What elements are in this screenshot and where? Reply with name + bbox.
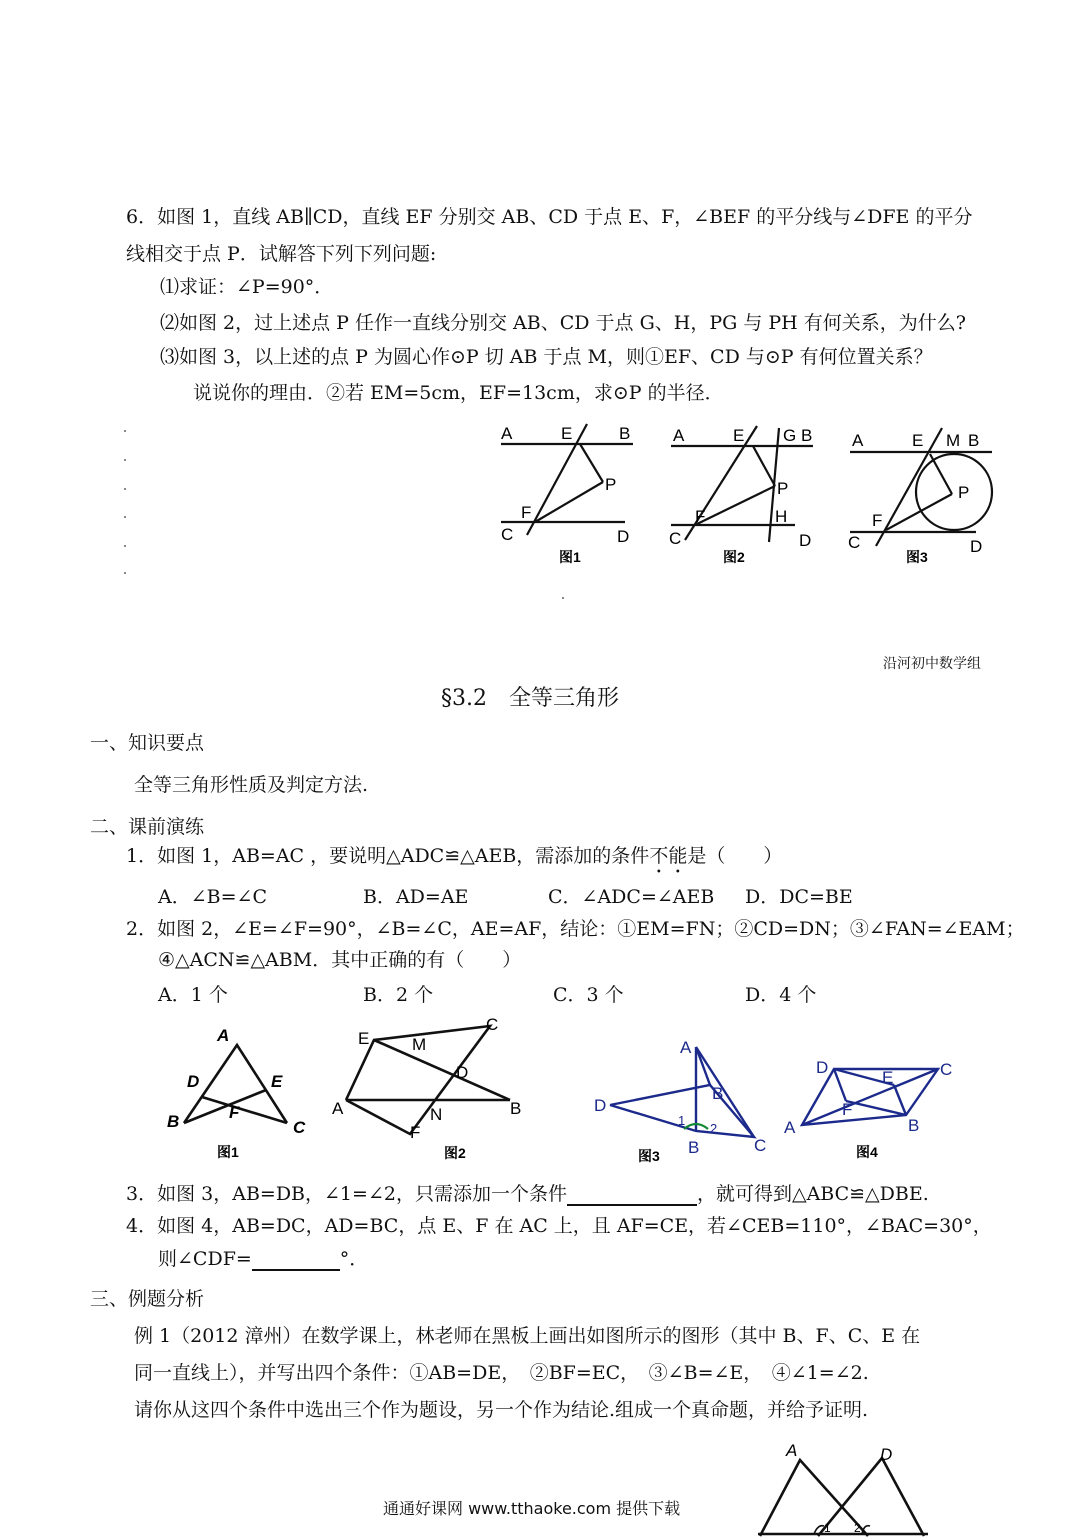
fig-label: H bbox=[775, 507, 788, 526]
fig-label: N bbox=[430, 1105, 443, 1124]
q6-part2: ⑵如图 2，过上述点 P 任作一直线分别交 AB、CD 于点 G、H，PG 与 PH 有何关系，为什么? bbox=[160, 312, 966, 334]
q2-stem-line2: ④△ACN≌△ABM．其中正确的有（ ） bbox=[158, 949, 522, 971]
q6-figure-2 bbox=[667, 422, 817, 572]
scan-dot bbox=[124, 516, 126, 518]
q3-stem-post: ，就可得到△ABC≌△DBE. bbox=[696, 1183, 929, 1205]
fig-label: C bbox=[848, 533, 861, 552]
figure-caption: 图2 bbox=[444, 1145, 466, 1161]
fig-label: E bbox=[358, 1029, 370, 1048]
q1-option-c[interactable]: C．∠ADC=∠AEB bbox=[548, 886, 715, 908]
q4-answer-blank[interactable] bbox=[252, 1249, 340, 1271]
fig-label: A bbox=[852, 431, 864, 450]
fig-label: A bbox=[786, 1441, 798, 1460]
fig-label: A bbox=[217, 1026, 230, 1045]
fig-label: D bbox=[880, 1445, 893, 1464]
footer-group-name: 沿河初中数学组 bbox=[883, 656, 981, 672]
example1-line2: 同一直线上），并写出四个条件：①AB=DE， ②BF=EC， ③∠B=∠E， ④∠1=∠2. bbox=[134, 1362, 869, 1384]
fig-label: G bbox=[783, 426, 797, 445]
fig-label: P bbox=[605, 475, 617, 494]
q6-stem-line1: 6．如图 1，直线 AB∥CD，直线 EF 分别交 AB、CD 于点 E、F，∠BEF 的平分线与∠DFE 的平分 bbox=[126, 206, 973, 228]
fig-label: A bbox=[332, 1099, 344, 1118]
q1-stem-post: 是（ ） bbox=[687, 845, 783, 867]
practice-figure-3 bbox=[592, 1033, 782, 1168]
fig-label: A bbox=[673, 426, 685, 445]
fig-label: E bbox=[912, 431, 924, 450]
figure-caption: 图3 bbox=[906, 549, 928, 565]
practice-figure-4 bbox=[782, 1055, 967, 1165]
fig-label: F bbox=[410, 1123, 421, 1142]
fig-label: E bbox=[882, 1068, 894, 1087]
q2-option-b[interactable]: B．2 个 bbox=[363, 984, 434, 1006]
figure-caption: 图1 bbox=[559, 549, 581, 565]
q6-figure-3 bbox=[846, 422, 996, 572]
example1-line1: 例 1（2012 漳州）在数学课上，林老师在黑板上画出如图所示的图形（其中 B、F、C、E 在 bbox=[134, 1325, 921, 1347]
q2-option-a[interactable]: A．1 个 bbox=[158, 984, 228, 1006]
fig-label: D bbox=[456, 1063, 469, 1082]
example1-line3: 请你从这四个条件中选出三个作为题设，另一个作为结论.组成一个真命题，并给予证明. bbox=[134, 1399, 869, 1421]
fig-label: B bbox=[712, 1084, 724, 1103]
fig-label: C bbox=[486, 1015, 499, 1034]
fig-label: F bbox=[842, 1100, 853, 1119]
part1-text: 全等三角形性质及判定方法. bbox=[134, 774, 369, 796]
q3-stem bbox=[126, 1182, 929, 1206]
fig-label: M bbox=[946, 431, 961, 450]
q4-stem-pre: 则∠CDF= bbox=[158, 1248, 252, 1270]
q2-option-c[interactable]: C．3 个 bbox=[553, 984, 624, 1006]
practice-figure-1 bbox=[165, 1025, 315, 1165]
q6-part1: ⑴求证：∠P=90°． bbox=[160, 276, 334, 298]
fig-label: B bbox=[908, 1116, 920, 1135]
fig-label: E bbox=[733, 426, 745, 445]
q1-option-d[interactable]: D．DC=BE bbox=[745, 886, 853, 908]
fig-label: D bbox=[594, 1096, 607, 1115]
q6-part3: ⑶如图 3，以上述的点 P 为圆心作⊙P 切 AB 于点 M，则①EF、CD 与⊙P 有何位置关系？ bbox=[160, 346, 933, 368]
scan-dot bbox=[124, 545, 126, 547]
fig-label: B bbox=[619, 424, 631, 443]
fig-label: C bbox=[501, 525, 514, 544]
fig-label: F bbox=[229, 1103, 240, 1122]
fig-label: P bbox=[777, 479, 789, 498]
q3-answer-blank[interactable] bbox=[567, 1184, 697, 1206]
watermark: 通通好课网 www.tthaoke.com 提供下载 bbox=[383, 1499, 681, 1518]
fig-label: F bbox=[872, 511, 883, 530]
q4-stem-post: °． bbox=[339, 1248, 369, 1270]
fig-label: C bbox=[940, 1060, 953, 1079]
q4-stem-line2 bbox=[158, 1247, 368, 1271]
fig-label: E bbox=[561, 424, 573, 443]
practice-figure-2 bbox=[332, 1015, 532, 1163]
q6-figure-1 bbox=[497, 422, 637, 572]
fig-label: D bbox=[799, 531, 812, 550]
figure-caption: 图1 bbox=[217, 1144, 239, 1160]
q1-stem-emphasis: 不能 bbox=[649, 845, 688, 867]
scan-dot bbox=[124, 430, 126, 432]
fig-label: P bbox=[958, 483, 970, 502]
part1-heading: 一、知识要点 bbox=[90, 732, 205, 754]
q1-stem bbox=[126, 844, 782, 878]
q6-part3-cont: 说说你的理由．②若 EM=5cm，EF=13cm，求⊙P 的半径． bbox=[193, 382, 724, 404]
fig-label: B bbox=[801, 426, 813, 445]
fig-label: F bbox=[521, 503, 532, 522]
q2-option-d[interactable]: D．4 个 bbox=[745, 984, 817, 1006]
scan-dot bbox=[124, 572, 126, 574]
q1-stem-pre: 1．如图 1，AB=AC ，要说明△ADC≌△AEB，需添加的条件 bbox=[126, 845, 650, 867]
fig-label: 1 bbox=[824, 1521, 831, 1535]
fig-label: 1 bbox=[678, 1113, 686, 1128]
fig-label: A bbox=[680, 1038, 692, 1057]
scan-dot bbox=[124, 488, 126, 490]
figure-caption: 图2 bbox=[723, 549, 745, 565]
q1-option-b[interactable]: B．AD=AE bbox=[363, 886, 469, 908]
fig-label: B bbox=[510, 1099, 522, 1118]
fig-label: C bbox=[293, 1118, 306, 1137]
q4-stem-line1: 4．如图 4，AB=DC，AD=BC，点 E、F 在 AC 上，且 AF=CE，若∠CEB=110°，∠BAC=30°， bbox=[126, 1215, 992, 1237]
fig-label: D bbox=[970, 537, 983, 556]
scan-dot bbox=[562, 597, 564, 599]
fig-label: B bbox=[968, 431, 980, 450]
fig-label: A bbox=[501, 424, 513, 443]
q3-stem-pre: 3．如图 3，AB=DB，∠1=∠2，只需添加一个条件 bbox=[126, 1183, 567, 1205]
fig-label: B bbox=[167, 1112, 180, 1131]
fig-label: F bbox=[695, 507, 706, 526]
part2-heading: 二、课前演练 bbox=[90, 816, 205, 838]
fig-label: B bbox=[688, 1138, 700, 1157]
part3-heading: 三、例题分析 bbox=[90, 1288, 205, 1310]
fig-label: 2 bbox=[710, 1121, 718, 1136]
fig-label: D bbox=[816, 1058, 829, 1077]
fig-label: D bbox=[187, 1072, 200, 1091]
figure-caption: 图4 bbox=[856, 1144, 878, 1160]
q2-stem-line1: 2．如图 2，∠E=∠F=90°，∠B=∠C，AE=AF，结论：①EM=FN；②CD=DN；③∠FAN=∠EAM； bbox=[126, 918, 1025, 940]
section-title: §3.2 全等三角形 bbox=[441, 686, 619, 711]
fig-label: M bbox=[412, 1035, 427, 1054]
fig-label: E bbox=[271, 1072, 283, 1091]
fig-label: C bbox=[754, 1136, 767, 1155]
fig-label: A bbox=[784, 1118, 796, 1137]
example-figure bbox=[758, 1440, 958, 1540]
q6-stem-line2: 线相交于点 P．试解答下列下列问题: bbox=[126, 243, 437, 265]
q1-option-a[interactable]: A．∠B=∠C bbox=[158, 886, 267, 908]
fig-label: 2 bbox=[854, 1521, 861, 1535]
scan-dot bbox=[124, 459, 126, 461]
figure-caption: 图3 bbox=[638, 1148, 660, 1164]
fig-label: C bbox=[669, 529, 682, 548]
fig-label: D bbox=[617, 527, 630, 546]
